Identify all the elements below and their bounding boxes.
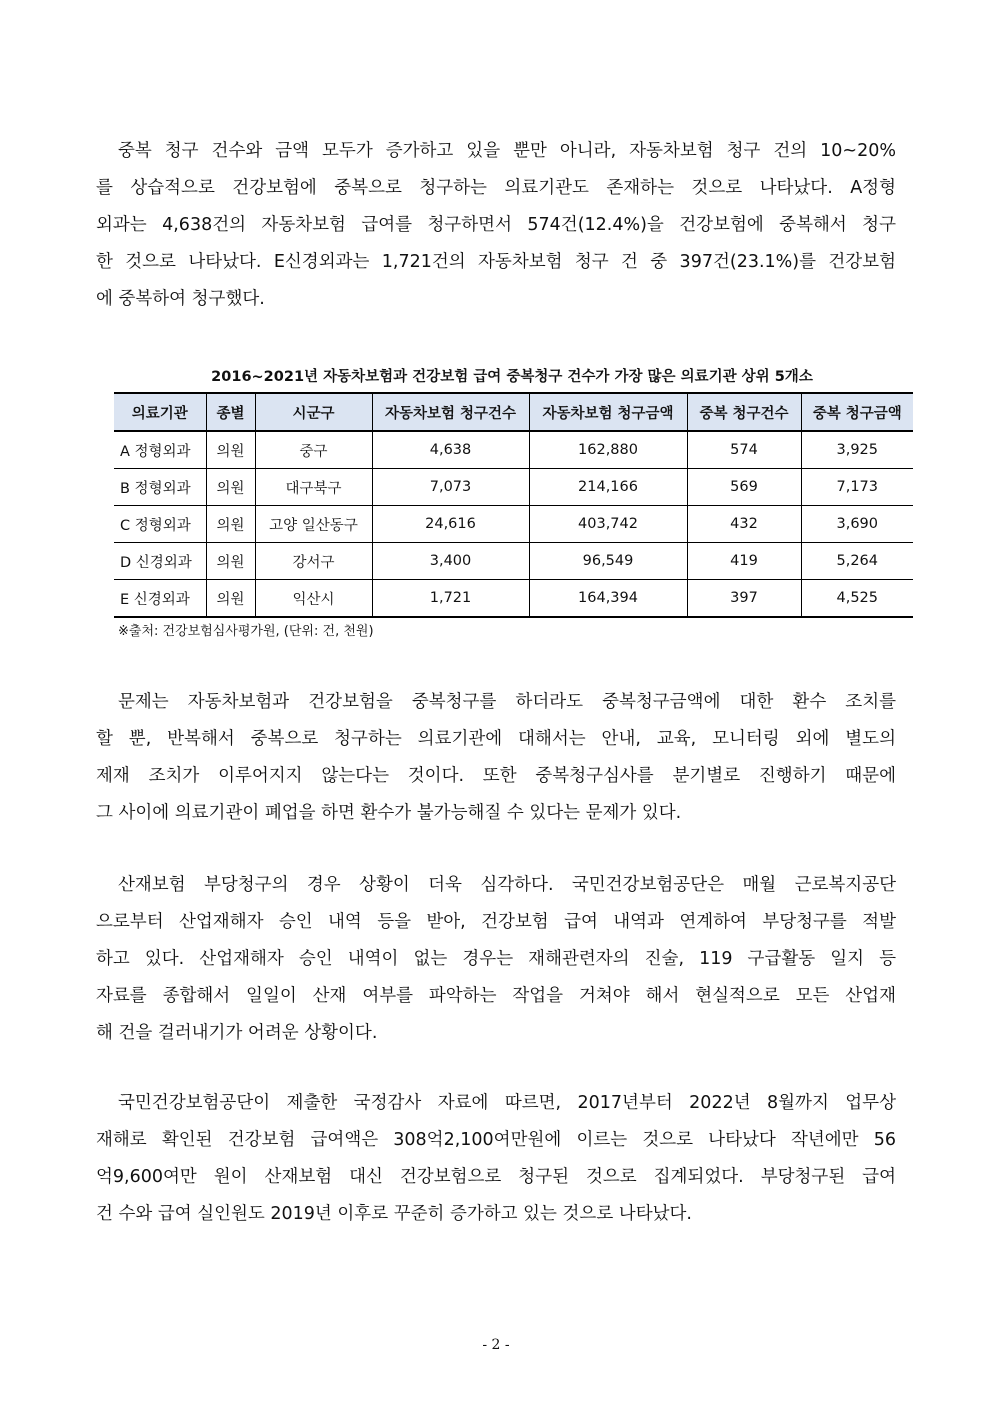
paragraph-4 — [96, 1085, 896, 1233]
text-line: 산재보험 부당청구의 경우 상황이 더욱 심각하다. 국민건강보험공단은 매월 근로복지공단 — [118, 875, 896, 895]
table-cell: 의원 — [206, 431, 255, 469]
table-cell: 96,549 — [529, 543, 687, 580]
table-cell: 7,073 — [372, 469, 529, 506]
table-cell: 5,264 — [801, 543, 913, 580]
text-line: 를 상습적으로 건강보험에 중복으로 청구하는 의료기관도 존재하는 것으로 나타났다. A정형 — [96, 178, 896, 198]
table-cell: 4,525 — [801, 580, 913, 618]
table-row — [114, 431, 913, 469]
table-cell: 고양 일산동구 — [255, 506, 372, 543]
text-line: 한 것으로 나타났다. E신경외과는 1,721건의 자동차보험 청구 건 중 397건(23.1%)를 건강보험 — [96, 252, 896, 272]
table-row — [114, 469, 913, 506]
text-line: 억9,600여만 원이 산재보험 대신 건강보험으로 청구된 것으로 집계되었다. 부당청구된 급여 — [96, 1167, 896, 1187]
paragraph-1 — [96, 133, 896, 318]
text-line: 외과는 4,638건의 자동차보험 급여를 청구하면서 574건(12.4%)을 건강보험에 중복해서 청구 — [96, 215, 896, 235]
table-cell: A 정형외과 — [114, 431, 206, 469]
column-header: 중복 청구건수 — [687, 393, 801, 431]
table-cell: E 신경외과 — [114, 580, 206, 618]
table-cell: 대구북구 — [255, 469, 372, 506]
table-cell: 1,721 — [372, 580, 529, 618]
text-line: 자료를 종합해서 일일이 산재 여부를 파악하는 작업을 거쳐야 해서 현실적으로 모든 산업재 — [96, 986, 896, 1006]
page-number: - 2 - — [482, 1337, 510, 1353]
column-header: 종별 — [206, 393, 255, 431]
text-line: 중복 청구 건수와 금액 모두가 증가하고 있을 뿐만 아니라, 자동차보험 청구 건의 10~20% — [118, 141, 896, 161]
text-line: 하고 있다. 산업재해자 승인 내역이 없는 경우는 재해관련자의 진술, 119 구급활동 일지 등 — [96, 949, 896, 969]
table-source-note: ※출처: 건강보험심사평가원, (단위: 건, 천원) — [118, 624, 374, 639]
text-line: 국민건강보험공단이 제출한 국정감사 자료에 따르면, 2017년부터 2022년 8월까지 업무상 — [118, 1093, 896, 1113]
text-line: 재해로 확인된 건강보험 급여액은 308억2,100여만원에 이르는 것으로 나타났다 작년에만 56 — [96, 1130, 896, 1150]
table-cell: 3,690 — [801, 506, 913, 543]
table-cell: 의원 — [206, 543, 255, 580]
table-cell: 403,742 — [529, 506, 687, 543]
text-line: 해 건을 걸러내기가 어려운 상황이다. — [96, 1023, 378, 1043]
text-line: 할 뿐, 반복해서 중복으로 청구하는 의료기관에 대해서는 안내, 교육, 모니터링 외에 별도의 — [96, 729, 896, 749]
text-line: 문제는 자동차보험과 건강보험을 중복청구를 하더라도 중복청구금액에 대한 환수 조치를 — [118, 692, 896, 712]
text-line: 제재 조치가 이루어지지 않는다는 것이다. 또한 중복청구심사를 분기별로 진행하기 때문에 — [96, 766, 896, 786]
table-cell: 의원 — [206, 580, 255, 618]
table-cell: 익산시 — [255, 580, 372, 618]
table-header-row — [114, 393, 913, 431]
column-header: 의료기관 — [114, 393, 206, 431]
text-line: 건 수와 급여 실인원도 2019년 이후로 꾸준히 증가하고 있는 것으로 나타났다. — [96, 1204, 692, 1224]
table-row — [114, 543, 913, 580]
text-line: 으로부터 산업재해자 승인 내역 등을 받아, 건강보험 급여 내역과 연계하여 부당청구를 적발 — [96, 912, 896, 932]
column-header: 중복 청구금액 — [801, 393, 913, 431]
table-caption: 2016~2021년 자동차보험과 건강보험 급여 중복청구 건수가 가장 많은 의료기관 상위 5개소 — [211, 369, 813, 385]
table-cell: 574 — [687, 431, 801, 469]
text-line: 그 사이에 의료기관이 폐업을 하면 환수가 불가능해질 수 있다는 문제가 있다. — [96, 803, 682, 823]
claims-table — [114, 392, 913, 618]
table-cell: 의원 — [206, 506, 255, 543]
paragraph-2 — [96, 684, 896, 832]
table-cell: 419 — [687, 543, 801, 580]
table-cell: 24,616 — [372, 506, 529, 543]
table-cell: 3,400 — [372, 543, 529, 580]
text-line: 에 중복하여 청구했다. — [96, 289, 265, 309]
paragraph-3 — [96, 867, 896, 1052]
table-cell: 164,394 — [529, 580, 687, 618]
column-header: 자동차보험 청구건수 — [372, 393, 529, 431]
table-cell: 569 — [687, 469, 801, 506]
table-cell: 432 — [687, 506, 801, 543]
table-cell: 4,638 — [372, 431, 529, 469]
table-cell: 중구 — [255, 431, 372, 469]
table-cell: 강서구 — [255, 543, 372, 580]
table-cell: 214,166 — [529, 469, 687, 506]
table-cell: 7,173 — [801, 469, 913, 506]
table-cell: 397 — [687, 580, 801, 618]
table-cell: D 신경외과 — [114, 543, 206, 580]
table-cell: 의원 — [206, 469, 255, 506]
column-header: 자동차보험 청구금액 — [529, 393, 687, 431]
table-cell: B 정형외과 — [114, 469, 206, 506]
column-header: 시군구 — [255, 393, 372, 431]
table-row — [114, 506, 913, 543]
table-row — [114, 580, 913, 618]
table-cell: 162,880 — [529, 431, 687, 469]
table-cell: 3,925 — [801, 431, 913, 469]
table-cell: C 정형외과 — [114, 506, 206, 543]
